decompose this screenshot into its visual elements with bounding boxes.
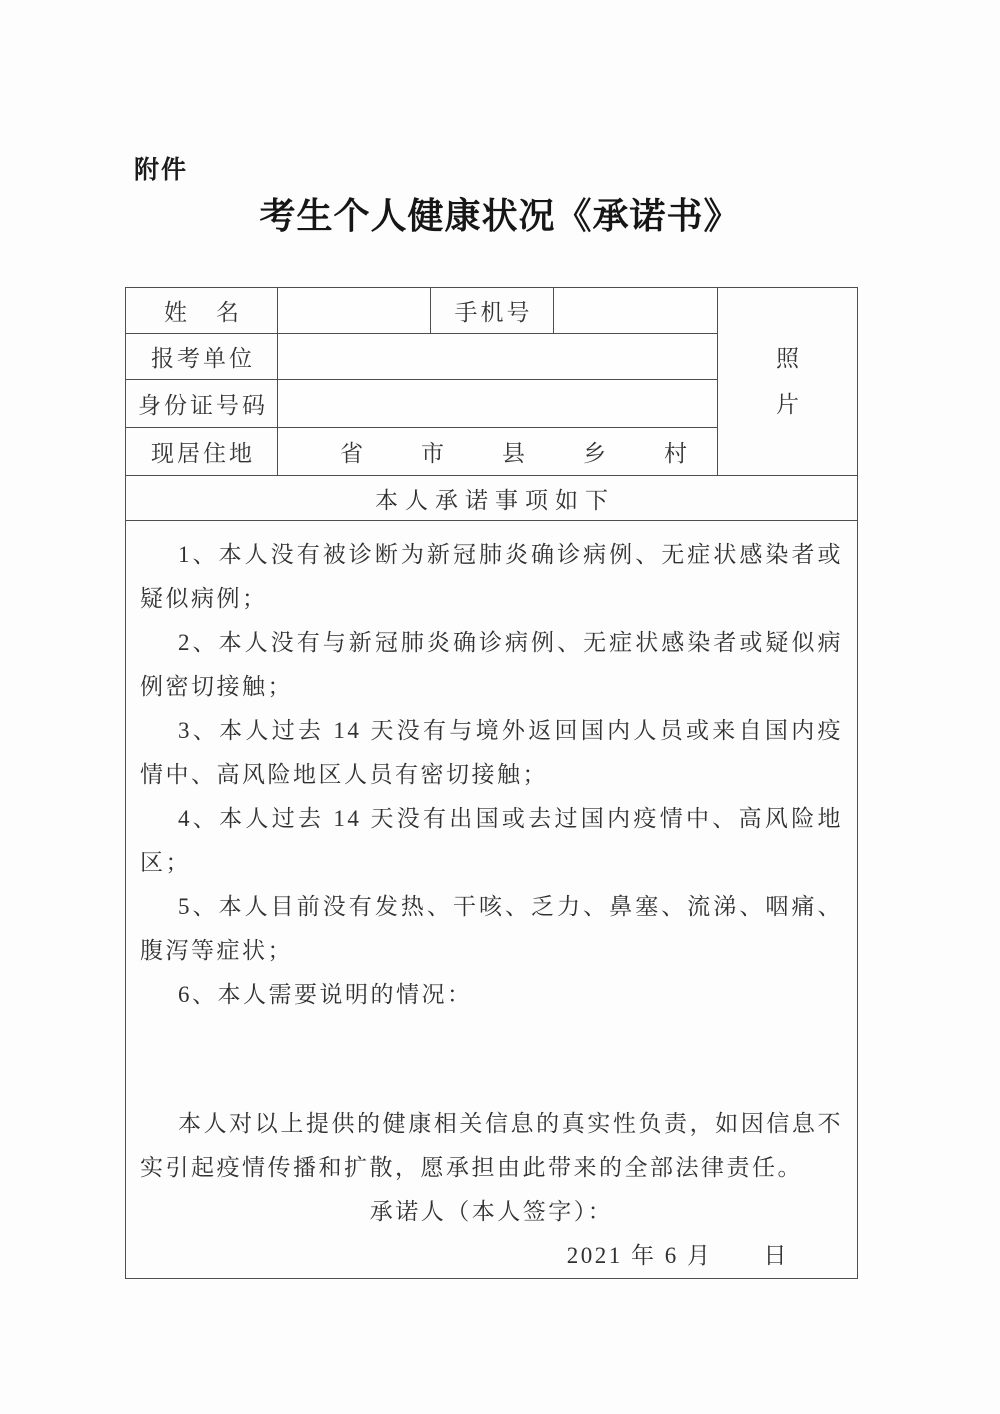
- residence-label: 现居住地: [126, 428, 278, 476]
- date-line: 2021 年 6 月 日: [566, 1243, 789, 1268]
- residence-unit-village: 村: [664, 441, 687, 466]
- residence-input-cell[interactable]: [278, 428, 718, 476]
- id-number-label: 身份证号码: [126, 380, 278, 428]
- row-name-phone: [126, 288, 858, 334]
- id-number-input-cell[interactable]: [278, 380, 718, 428]
- declaration-paragraph: 本人对以上提供的健康相关信息的真实性负责，如因信息不实引起疫情传播和扩散，愿承担由此带来的全部法律责任。: [140, 1111, 843, 1180]
- commitment-item-5: 5、本人目前没有发热、干咳、乏力、鼻塞、流涕、咽痛、腹泻等症状；: [140, 894, 843, 963]
- residence-units: [278, 435, 717, 468]
- photo-cell[interactable]: [718, 288, 858, 476]
- photo-label: [718, 336, 857, 428]
- commitment-item-3: 3、本人过去 14 天没有与境外返回国内人员或来自国内疫情中、高风险地区人员有密切接触；: [140, 718, 843, 787]
- name-label: 姓 名: [126, 288, 278, 334]
- section-header: 本人承诺事项如下: [126, 476, 858, 521]
- phone-input-cell[interactable]: [554, 288, 718, 334]
- unit-input-cell[interactable]: [278, 334, 718, 380]
- unit-label: 报考单位: [126, 334, 278, 380]
- commitments-cell: [126, 521, 858, 1279]
- row-commitments: [126, 521, 858, 1279]
- health-form-table: [125, 287, 858, 1279]
- residence-unit-township: 乡: [583, 441, 606, 466]
- attachment-label: 附件: [134, 156, 189, 184]
- commitment-item-2: 2、本人没有与新冠肺炎确诊病例、无症状感染者或疑似病例密切接触；: [140, 630, 843, 699]
- signature-line[interactable]: 承诺人（本人签字）：: [369, 1199, 614, 1224]
- residence-unit-city: 市: [421, 441, 444, 466]
- commitment-item-1: 1、本人没有被诊断为新冠肺炎确诊病例、无症状感染者或疑似病例；: [140, 542, 843, 611]
- phone-label: 手机号: [431, 288, 554, 334]
- row-section-header: [126, 476, 858, 521]
- name-input-cell[interactable]: [278, 288, 431, 334]
- residence-unit-province: 省: [340, 441, 363, 466]
- commitment-item-4: 4、本人过去 14 天没有出国或去过国内疫情中、高风险地区；: [140, 806, 843, 875]
- residence-unit-county: 县: [502, 441, 525, 466]
- photo-label-char-2: 片: [776, 391, 799, 417]
- photo-label-char-1: 照: [776, 345, 799, 371]
- page-title: 考生个人健康状况《承诺书》: [259, 195, 741, 236]
- commitment-item-6: 6、本人需要说明的情况：: [178, 982, 473, 1007]
